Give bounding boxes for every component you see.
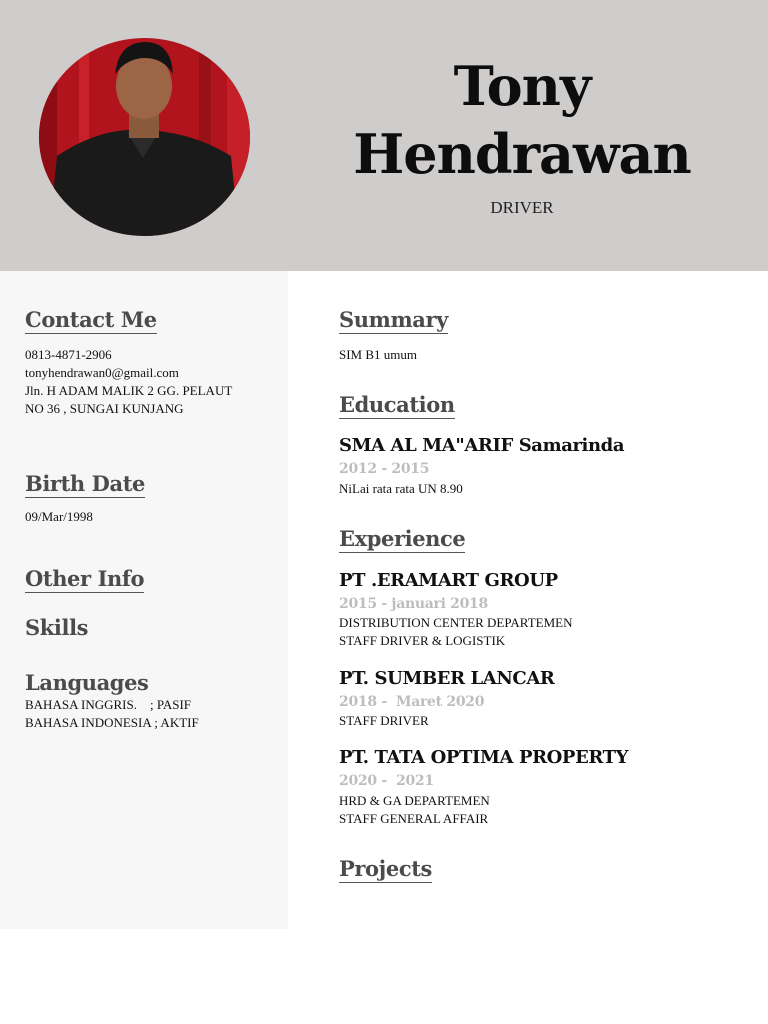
projects-heading: Projects xyxy=(339,856,432,881)
contact-address-line1: Jln. H ADAM MALIK 2 GG. PELAUT xyxy=(25,383,233,398)
summary-text: SIM B1 umum xyxy=(339,347,418,362)
job-detail-line1: DISTRIBUTION CENTER DEPARTEMEN xyxy=(339,615,573,630)
experience-heading: Experience xyxy=(339,526,466,551)
summary-heading: Summary xyxy=(339,307,448,332)
header-banner xyxy=(0,0,768,271)
job-detail-line2: STAFF DRIVER & LOGISTIK xyxy=(339,633,506,648)
education-detail: NiLai rata rata UN 8.90 xyxy=(339,481,463,496)
job-period: 2018 - Maret 2020 xyxy=(339,694,485,710)
job-period: 2015 - januari 2018 xyxy=(339,596,488,612)
contact-heading: Contact Me xyxy=(25,307,157,332)
education-school: SMA AL MA"ARIF Samarinda xyxy=(339,435,625,456)
job-detail-line1: HRD & GA DEPARTEMEN xyxy=(339,793,490,808)
profile-photo xyxy=(39,38,250,236)
contact-address-line2: NO 36 , SUNGAI KUNJANG xyxy=(25,401,184,416)
language-english: BAHASA INGGRIS. ; PASIF xyxy=(25,697,192,712)
contact-email: tonyhendrawan0@gmail.com xyxy=(25,365,179,380)
job-company: PT. SUMBER LANCAR xyxy=(339,668,555,689)
job-role: DRIVER xyxy=(490,198,554,217)
education-period: 2012 - 2015 xyxy=(339,461,430,477)
job-period: 2020 - 2021 xyxy=(339,773,434,789)
contact-phone: 0813-4871-2906 xyxy=(25,347,112,362)
name-last: Hendrawan xyxy=(353,122,691,186)
job-company: PT. TATA OPTIMA PROPERTY xyxy=(339,747,629,768)
job-company: PT .ERAMART GROUP xyxy=(339,570,558,591)
languages-heading: Languages xyxy=(25,670,149,695)
job-detail-line2: STAFF GENERAL AFFAIR xyxy=(339,811,489,826)
education-heading: Education xyxy=(339,392,455,417)
job-detail-line1: STAFF DRIVER xyxy=(339,713,429,728)
birth-date-heading: Birth Date xyxy=(25,471,145,496)
person-name xyxy=(330,52,714,188)
other-info-heading: Other Info xyxy=(25,566,145,591)
birth-date-value: 09/Mar/1998 xyxy=(25,509,93,524)
name-first: Tony xyxy=(453,54,591,118)
language-indonesian: BAHASA INDONESIA ; AKTIF xyxy=(25,715,199,730)
skills-heading: Skills xyxy=(25,615,89,640)
